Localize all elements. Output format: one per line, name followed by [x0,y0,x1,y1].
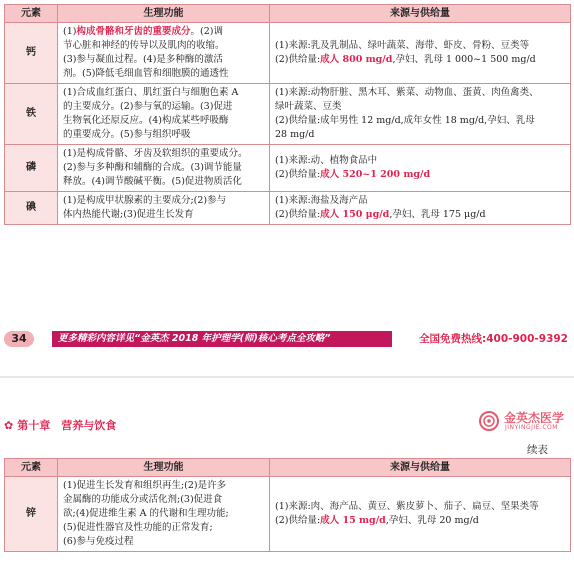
page-footer [0,330,574,348]
text-line [63,147,264,161]
text-line [63,86,264,100]
line-text: ,孕妇、乳母 20 mg/d [385,515,479,526]
text-line [275,114,565,128]
function-cell [58,477,270,552]
line-text: (1) [63,26,77,37]
nutrient-table-continued [4,458,571,552]
table-row [5,477,571,552]
line-text: 体内热能代谢;(3)促进生长发育 [63,209,194,220]
line-text: 。(2)调 [190,26,223,37]
page-number: 34 [4,331,34,347]
chapter-title: 第十章 营养与饮食 [17,419,117,432]
text-line [63,175,264,189]
logo-text: 金英杰医学 [504,411,565,425]
line-text: 剂。(5)降低毛细血管和细胞膜的通透性 [63,68,229,79]
logo [478,408,568,434]
line-text: (2)供给量:成年男性 12 mg/d,成年女性 18 mg/d,孕妇、乳母 [275,115,535,126]
source-cell [270,23,571,84]
line-text: 的重要成分。(5)参与组织呼吸 [63,129,191,140]
flower-icon: ✿ [4,419,14,432]
text-line [63,53,264,67]
function-cell [58,192,270,225]
line-text: 金属酶的功能成分或活化剂;(3)促进食 [63,494,223,505]
text-line [63,114,264,128]
table-row [5,145,571,192]
header-function: 生理功能 [58,5,270,23]
line-text: 生物氧化还原反应。(4)构成某些呼吸酶 [63,115,229,126]
text-line [275,53,565,67]
function-cell [58,23,270,84]
text-line [275,208,565,222]
line-text: (1)来源:海盐及海产品 [275,195,368,206]
line-text: 绿叶蔬菜、豆类 [275,101,342,112]
text-line [275,128,565,142]
line-text: 的主要成分。(2)参与氧的运输。(3)促进 [63,101,233,112]
line-text: 28 mg/d [275,129,315,140]
line-text: (1)来源:肉、海产品、黄豆、紫皮萝卜、茄子、扁豆、坚果类等 [275,501,539,512]
header-element: 元素 [5,5,58,23]
line-text: (1)来源:动、植物食品中 [275,155,378,166]
line-text: (1)合成血红蛋白、肌红蛋白与细胞色素 A [63,87,239,98]
highlight-text: 成人 150 μg/d [320,209,390,220]
line-text: ,孕妇、乳母 1 000~1 500 mg/d [392,54,536,65]
line-text: (5)促进性器官及性功能的正常发育; [63,522,213,533]
line-text: ,孕妇、乳母 175 μg/d [389,209,486,220]
line-text: (2)供给量: [275,54,321,65]
function-cell [58,84,270,145]
highlight-text: 成人 520~1 200 mg/d [320,169,431,180]
line-text: (3)参与凝血过程。(4)是多种酶的激活 [63,54,223,65]
source-cell [270,192,571,225]
line-text: (2)供给量: [275,169,321,180]
text-line [63,100,264,114]
highlight-text: 成人 15 mg/d [320,515,386,526]
table-header-row [5,459,571,477]
text-line [275,100,565,114]
source-cell [270,477,571,552]
line-text: (2)供给量: [275,209,321,220]
chapter-heading [4,417,116,433]
line-text: 释放。(4)调节酸碱平衡。(5)促进物质活化 [63,176,242,187]
text-line [275,500,565,514]
continued-label: 续表 [527,444,548,456]
nutrient-table [4,4,571,225]
table-row [5,192,571,225]
text-line [63,161,264,175]
element-name: 碘 [5,192,58,225]
header-source: 来源与供给量 [270,5,571,23]
logo-icon [478,410,500,432]
highlight-text: 成人 800 mg/d [320,54,393,65]
text-line [63,194,264,208]
header-function: 生理功能 [58,459,270,477]
text-line [63,25,264,39]
text-line [63,535,264,549]
element-name: 锌 [5,477,58,552]
text-line [275,39,565,53]
line-text: (1)是构成骨骼、牙齿及软组织的重要成分。 [63,148,248,159]
line-text: (6)参与免疫过程 [63,536,134,547]
text-line [275,168,565,182]
line-text: (2)参与多种酶和辅酶的合成。(3)调节能量 [63,162,242,173]
element-name: 钙 [5,23,58,84]
text-line [275,514,565,528]
text-line [275,194,565,208]
function-cell [58,145,270,192]
line-text: (1)来源:乳及乳制品、绿叶蔬菜、海带、虾皮、骨粉、豆类等 [275,40,530,51]
line-text: 欲;(4)促进维生素 A 的代谢和生理功能; [63,508,229,519]
text-line [63,67,264,81]
page-divider [0,376,574,378]
text-line [63,39,264,53]
line-text: (1)是构成甲状腺素的主要成分;(2)参与 [63,195,227,206]
element-name: 铁 [5,84,58,145]
highlight-text: 构成骨骼和牙齿的重要成分 [76,26,191,37]
element-name: 磷 [5,145,58,192]
text-line [63,128,264,142]
header-element: 元素 [5,459,58,477]
source-cell [270,84,571,145]
line-text: (2)供给量: [275,515,321,526]
logo-subtext: JINYINGJIE.COM [505,424,558,431]
hotline-text: 全国免费热线:400-900-9392 [419,333,568,345]
promo-banner: 更多精彩内容详见“金英杰 2018 年护理学(师)核心考点全攻略” [52,331,392,347]
table-row [5,23,571,84]
text-line [275,86,565,100]
header-source: 来源与供给量 [270,459,571,477]
text-line [275,154,565,168]
source-cell [270,145,571,192]
text-line [63,479,264,493]
line-text: 节心脏和神经的传导以及肌肉的收缩。 [63,40,225,51]
text-line [63,507,264,521]
line-text: (1)来源:动物肝脏、黑木耳、紫菜、动物血、蛋黄、肉鱼禽类、 [275,87,539,98]
table-header-row [5,5,571,23]
text-line [63,208,264,222]
text-line [63,521,264,535]
table-row [5,84,571,145]
line-text: (1)促进生长发育和组织再生;(2)是许多 [63,480,227,491]
text-line [63,493,264,507]
